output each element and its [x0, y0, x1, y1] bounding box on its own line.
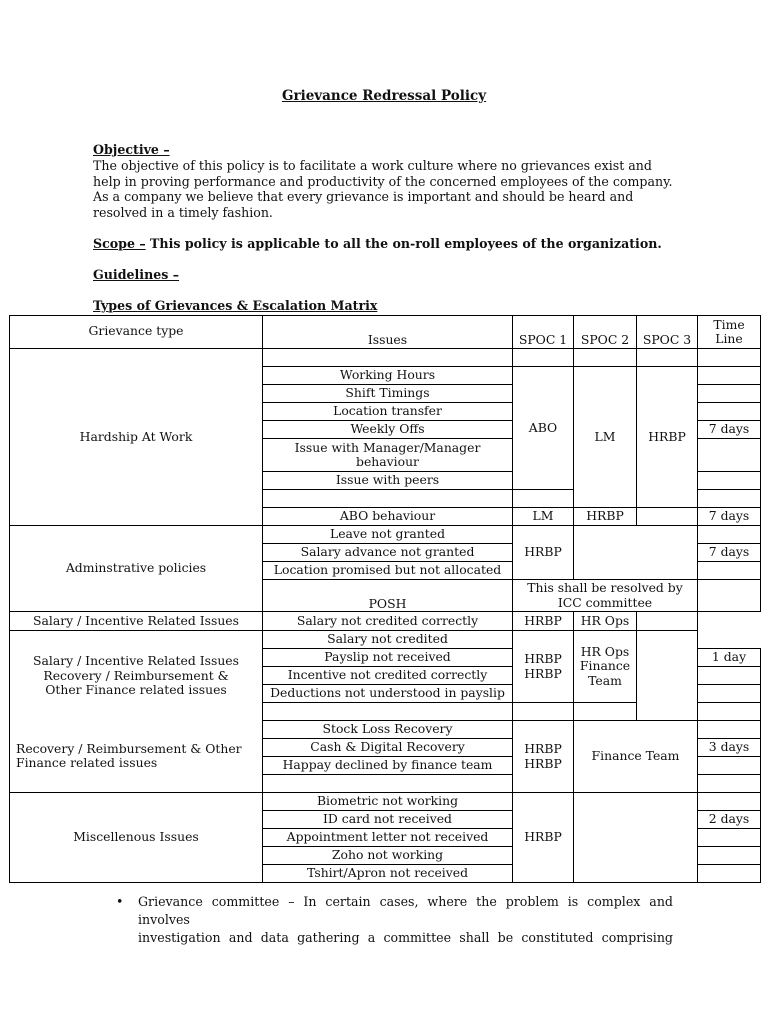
salary1-timeline: [698, 612, 761, 631]
timeline-cell: [698, 403, 761, 421]
grievance-type-misc: Miscellenous Issues: [10, 793, 263, 883]
issue-cell: Appointment letter not received: [263, 829, 513, 847]
salary1-spoc2: HR Ops: [574, 612, 637, 631]
salary2-timeline: 1 day: [698, 649, 761, 667]
bullet-marker: •: [116, 894, 124, 909]
header-spoc1: SPOC 1: [513, 316, 574, 349]
spoc1-line-1: HRBP: [524, 741, 562, 756]
abo-timeline: 7 days: [698, 508, 761, 526]
issue-cell: Issue with peers: [263, 472, 513, 490]
footer-line-2: investigation and data gathering a committee shall be constituted comprising: [138, 930, 673, 945]
salary2-spoc1: [513, 631, 574, 703]
issue-cell: Issue with Manager/Manager behaviour: [263, 439, 513, 472]
spoc1-cell: [513, 703, 574, 721]
spoc1-cell: [513, 490, 574, 508]
grievance-type-salary: Salary / Incentive Related Issues: [10, 612, 263, 631]
issue-cell: Zoho not working: [263, 847, 513, 865]
timeline-cell: [698, 439, 761, 472]
posh-note: This shall be resolved by ICC committee: [513, 580, 698, 612]
timeline-cell: [698, 349, 761, 367]
issue-cell: Tshirt/Apron not received: [263, 865, 513, 883]
salary2-spoc3: [637, 631, 698, 721]
issue-cell: ABO behaviour: [263, 508, 513, 526]
table-row: [10, 793, 761, 811]
grievance-type-salary-recovery: [10, 631, 263, 721]
timeline-cell: [698, 526, 761, 544]
header-issues: Issues: [263, 316, 513, 349]
issue-cell: Salary not credited correctly: [263, 612, 513, 631]
table-row: [10, 631, 761, 649]
matrix-heading: Types of Grievances & Escalation Matrix: [93, 298, 378, 313]
spoc2-cell: [574, 349, 637, 367]
issue-cell: [263, 490, 513, 508]
issue-cell: Location transfer: [263, 403, 513, 421]
admin-timeline: 7 days: [698, 544, 761, 562]
timeline-cell: [698, 667, 761, 685]
issue-cell: Incentive not credited correctly: [263, 667, 513, 685]
spoc1-line-2: HRBP: [524, 755, 562, 771]
issue-cell: Salary not credited: [263, 631, 513, 649]
issue-cell: Deductions not understood in payslip: [263, 685, 513, 703]
hardship-spoc3: HRBP: [637, 367, 698, 508]
table-row: [10, 349, 761, 367]
table-header-row: [10, 316, 761, 349]
objective-heading: Objective –: [93, 142, 170, 157]
timeline-cell: [698, 757, 761, 775]
misc-spoc23: [574, 793, 698, 883]
timeline-cell: [698, 562, 761, 580]
issue-cell: Weekly Offs: [263, 421, 513, 439]
escalation-matrix-table: [9, 315, 761, 883]
spoc3-cell: [637, 349, 698, 367]
issue-cell: Salary advance not granted: [263, 544, 513, 562]
timeline-cell: [698, 703, 761, 721]
table-row: [10, 721, 761, 739]
type-line-2: Recovery / Reimbursement &: [43, 667, 229, 683]
footer-paragraph: [138, 893, 673, 947]
admin-spoc1: HRBP: [513, 526, 574, 580]
header-timeline: Time Line: [698, 316, 761, 349]
recovery-timeline: 3 days: [698, 739, 761, 757]
type-line-3: Other Finance related issues: [45, 682, 227, 697]
recovery-spoc23: Finance Team: [574, 721, 698, 793]
abo-spoc2: HRBP: [574, 508, 637, 526]
timeline-cell: [698, 631, 761, 649]
issue-cell: Working Hours: [263, 367, 513, 385]
objective-text: The objective of this policy is to facilitate a work culture where no grievances exist and help in proving performance and productivity of the concerned employees of the company. As a company we believe that every grievance is important and should be heard and resolved in a timely fashion.: [93, 158, 673, 220]
issue-cell: Cash & Digital Recovery: [263, 739, 513, 757]
type-line-1: Salary / Incentive Related Issues: [32, 653, 240, 668]
timeline-cell: [698, 385, 761, 403]
issue-cell-posh: POSH: [263, 580, 513, 612]
grievance-type-recovery: Recovery / Reimbursement & Other Finance related issues: [10, 721, 263, 793]
timeline-cell: [698, 580, 761, 612]
timeline-cell: [698, 685, 761, 703]
table-row: [10, 612, 761, 631]
misc-timeline: 2 days: [698, 811, 761, 829]
recovery-spoc1: [513, 721, 574, 793]
salary2-spoc2: HR Ops Finance Team: [574, 631, 637, 703]
hardship-spoc2: LM: [574, 367, 637, 508]
spoc1-line-1: HRBP: [524, 651, 562, 666]
scope-heading: Scope –: [93, 236, 146, 251]
page-title: Grievance Redressal Policy: [281, 88, 487, 104]
issue-cell: [263, 349, 513, 367]
issue-cell: Happay declined by finance team: [263, 757, 513, 775]
timeline-cell: [698, 721, 761, 739]
issue-cell: Payslip not received: [263, 649, 513, 667]
header-spoc2: SPOC 2: [574, 316, 637, 349]
timeline-cell: [698, 829, 761, 847]
spoc1-cell: [513, 349, 574, 367]
header-grievance-type: Grievance type: [10, 316, 263, 349]
scope-text: This policy is applicable to all the on-roll employees of the organization.: [145, 236, 662, 251]
abo-spoc3: [637, 508, 698, 526]
scope-paragraph: [93, 236, 673, 252]
issue-cell: Location promised but not allocated: [263, 562, 513, 580]
timeline-cell: [698, 490, 761, 508]
salary1-spoc3: [637, 612, 698, 631]
spoc1-line-2: HRBP: [524, 665, 562, 681]
timeline-cell: [698, 793, 761, 811]
header-spoc3: SPOC 3: [637, 316, 698, 349]
abo-spoc1: LM: [513, 508, 574, 526]
issue-cell: Biometric not working: [263, 793, 513, 811]
issue-cell: [263, 775, 513, 793]
timeline-cell: [698, 775, 761, 793]
timeline-cell: [698, 847, 761, 865]
footer-line-1: Grievance committee – In certain cases, where the problem is complex and involves: [138, 894, 673, 927]
issue-cell: [263, 703, 513, 721]
timeline-cell: [698, 367, 761, 385]
timeline-cell: [698, 865, 761, 883]
hardship-timeline: 7 days: [698, 421, 761, 439]
table-row: [10, 526, 761, 544]
grievance-type-admin: Adminstrative policies: [10, 526, 263, 612]
timeline-cell: [698, 472, 761, 490]
issue-cell: ID card not received: [263, 811, 513, 829]
grievance-type-hardship: Hardship At Work: [10, 349, 263, 526]
issue-cell: Leave not granted: [263, 526, 513, 544]
issue-cell: Shift Timings: [263, 385, 513, 403]
misc-spoc1: HRBP: [513, 793, 574, 883]
salary1-spoc1: HRBP: [513, 612, 574, 631]
admin-spoc23: [574, 526, 698, 580]
guidelines-heading: Guidelines –: [93, 267, 180, 282]
issue-cell: Stock Loss Recovery: [263, 721, 513, 739]
spoc2-cell: [574, 703, 637, 721]
hardship-spoc1: ABO: [513, 367, 574, 490]
